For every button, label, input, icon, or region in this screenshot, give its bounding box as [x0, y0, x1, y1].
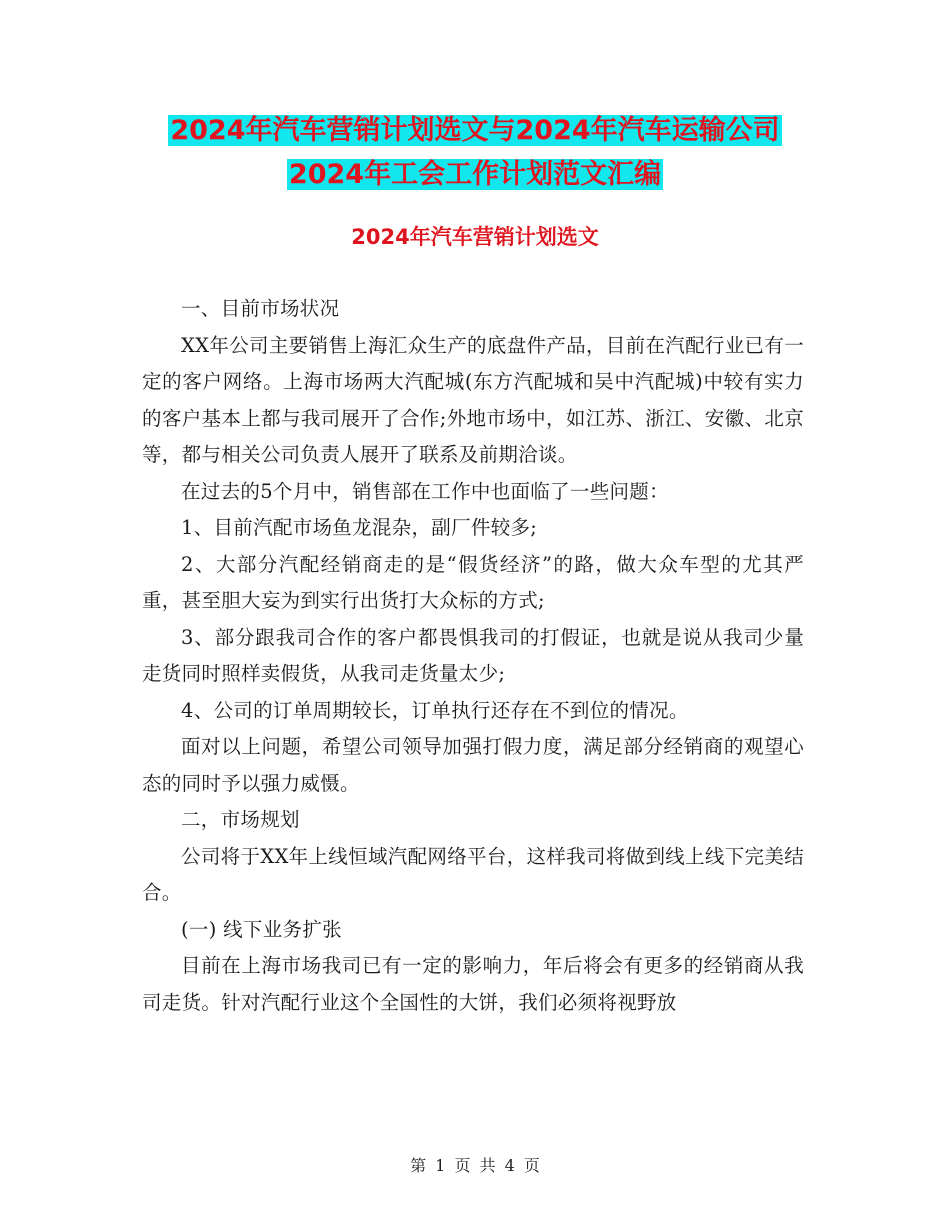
heading-market-planning: 二，市场规划: [181, 808, 300, 831]
paragraph: 面对以上问题，希望公司领导加强打假力度，满足部分经销商的观望心态的同时予以强力威慑。: [142, 735, 804, 795]
paragraph: 目前在上海市场我司已有一定的影响力，年后将会有更多的经销商从我司走货。针对汽配行业这个全国性的大饼，我们必须将视野放: [142, 954, 804, 1014]
title-highlight-1: 2024年汽车营销计划选文与2024年汽车运输公司: [170, 115, 780, 146]
document-body: [142, 291, 804, 1021]
paragraph: 在过去的5个月中，销售部在工作中也面临了一些问题：: [181, 479, 669, 503]
subheading-offline-expansion: (一) 线下业务扩张: [181, 917, 342, 941]
document-title-line-2: [0, 155, 950, 195]
list-item: 2、大部分汽配经销商走的是“假货经济”的路，做大众车型的尤其严重，甚至胆大妄为到实行出货打大众标的方式;: [142, 552, 804, 612]
paragraph: XX年公司主要销售上海汇众生产的底盘件产品，目前在汽配行业已有一定的客户网络。上海市场两大汽配城(东方汽配城和吴中汽配城)中较有实力的客户基本上都与我司展开了合作;外地市场中，如江苏、浙江、安徽、北京等，都与相关公司负责人展开了联系及前期洽谈。: [142, 333, 804, 466]
paragraph: 公司将于XX年上线恒域汽配网络平台，这样我司将做到线上线下完美结合。: [142, 844, 804, 904]
section-title: 2024年汽车营销计划选文: [351, 225, 599, 249]
document-title-line-1: [0, 111, 950, 151]
list-item: 1、目前汽配市场鱼龙混杂，副厂件较多;: [181, 516, 538, 539]
list-item: 3、部分跟我司合作的客户都畏惧我司的打假证，也就是说从我司少量走货同时照样卖假货，从我司走货量太少;: [142, 625, 804, 685]
page-footer: 第 1 页 共 4 页: [410, 1156, 540, 1175]
list-item: 4、公司的订单周期较长，订单执行还存在不到位的情况。: [181, 698, 689, 722]
title-highlight-2: 2024年工会工作计划范文汇编: [288, 159, 662, 190]
heading-market-status: 一、目前市场状况: [181, 297, 340, 320]
